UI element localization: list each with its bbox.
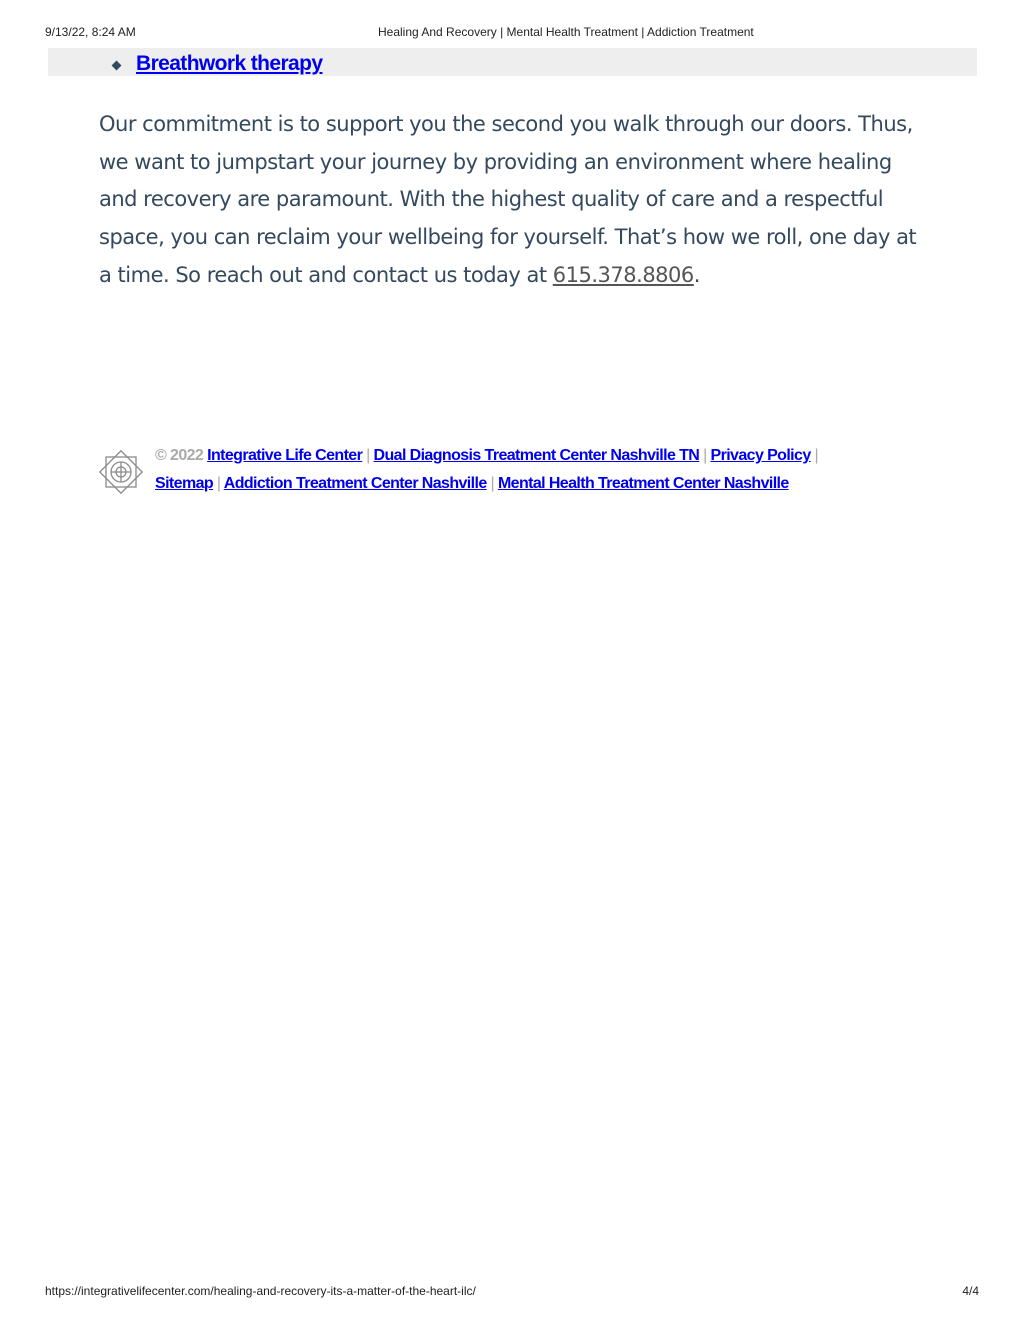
- print-footer: [0, 1284, 1024, 1300]
- print-header: [0, 25, 1024, 41]
- footer-link-sitemap[interactable]: Sitemap: [155, 475, 214, 492]
- footer-link-dual-diagnosis[interactable]: Dual Diagnosis Treatment Center Nashville TN: [373, 447, 700, 464]
- paragraph-end: .: [693, 262, 700, 287]
- copyright: © 2022: [155, 447, 204, 464]
- phone-link[interactable]: 615.378.8806: [552, 262, 694, 287]
- separator: |: [703, 447, 707, 464]
- paragraph-text: Our commitment is to support you the second you walk through our doors. Thus, we want to jumpstart your journey by providing an environment where healing and recovery are paramount. With the highest quality of care and a respectful space, you can reclaim your wellbeing for yourself. That’s how we roll, one day at a time. So reach out and contact us today at: [99, 112, 917, 287]
- separator: |: [216, 475, 221, 492]
- separator: |: [814, 447, 819, 464]
- print-date: 9/13/22, 8:24 AM: [45, 25, 136, 39]
- breathwork-therapy-link[interactable]: Breathwork therapy: [136, 52, 323, 75]
- print-page-title: Healing And Recovery | Mental Health Treatment | Addiction Treatment: [378, 25, 754, 39]
- separator: |: [366, 447, 370, 464]
- page-number: 4/4: [962, 1284, 979, 1298]
- footer-links: [155, 442, 895, 498]
- footer-link-integrative-life-center[interactable]: Integrative Life Center: [207, 447, 363, 464]
- commitment-paragraph: [99, 106, 934, 295]
- separator: |: [490, 475, 495, 492]
- footer-link-privacy-policy[interactable]: Privacy Policy: [710, 447, 811, 464]
- footer-link-mental-health-treatment[interactable]: Mental Health Treatment Center Nashville: [497, 475, 789, 492]
- print-url: https://integrativelifecenter.com/healing-and-recovery-its-a-matter-of-the-heart-ilc/: [45, 1284, 476, 1298]
- footer-link-addiction-treatment[interactable]: Addiction Treatment Center Nashville: [223, 475, 487, 492]
- ornamental-logo-icon: [97, 448, 145, 496]
